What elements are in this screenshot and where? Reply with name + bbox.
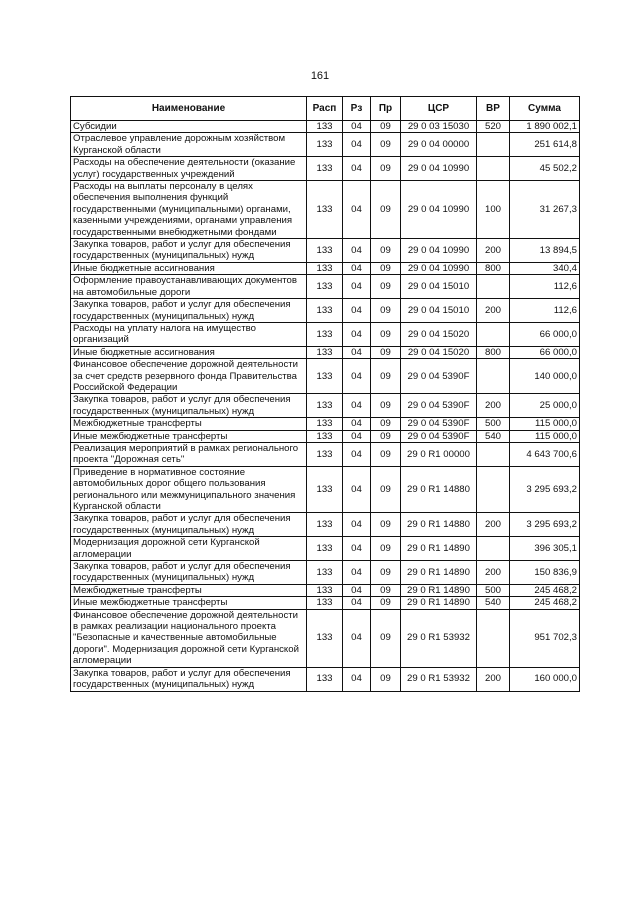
cell-rz: 04 — [343, 513, 371, 537]
cell-rz: 04 — [343, 466, 371, 513]
cell-rasp: 133 — [307, 121, 343, 133]
cell-name: Расходы на обеспечение деятельности (оказание услуг) государственных учреждений — [71, 157, 307, 181]
cell-sum: 66 000,0 — [510, 346, 580, 358]
cell-pr: 09 — [371, 322, 401, 346]
cell-sum: 340,4 — [510, 262, 580, 274]
cell-rasp: 133 — [307, 359, 343, 394]
table-row — [71, 442, 580, 466]
cell-pr: 09 — [371, 667, 401, 691]
header-pr: Пр — [371, 97, 401, 121]
cell-csr: 29 0 04 10990 — [401, 157, 477, 181]
cell-rasp: 133 — [307, 597, 343, 609]
cell-rz: 04 — [343, 667, 371, 691]
table-row — [71, 466, 580, 513]
table-body — [71, 121, 580, 692]
cell-vr: 200 — [477, 561, 510, 585]
header-name: Наименование — [71, 97, 307, 121]
cell-name: Финансовое обеспечение дорожной деятельности в рамках реализации национального проекта "Безопасные и качественные автомобильные дороги". Модернизация дорожной сети Курганской агломерации — [71, 609, 307, 667]
cell-sum: 45 502,2 — [510, 157, 580, 181]
cell-pr: 09 — [371, 537, 401, 561]
cell-rz: 04 — [343, 430, 371, 442]
cell-rz: 04 — [343, 181, 371, 239]
cell-name: Межбюджетные трансферты — [71, 584, 307, 596]
table-row — [71, 394, 580, 418]
cell-csr: 29 0 04 5390F — [401, 359, 477, 394]
table-row — [71, 667, 580, 691]
cell-name: Межбюджетные трансферты — [71, 418, 307, 430]
cell-vr: 200 — [477, 394, 510, 418]
cell-name: Закупка товаров, работ и услуг для обеспечения государственных (муниципальных) нужд — [71, 239, 307, 263]
cell-vr: 800 — [477, 346, 510, 358]
cell-rasp: 133 — [307, 667, 343, 691]
cell-pr: 09 — [371, 275, 401, 299]
cell-pr: 09 — [371, 157, 401, 181]
table-row — [71, 181, 580, 239]
cell-pr: 09 — [371, 609, 401, 667]
table-row — [71, 537, 580, 561]
cell-name: Иные межбюджетные трансферты — [71, 430, 307, 442]
cell-csr: 29 0 04 00000 — [401, 133, 477, 157]
cell-sum: 140 000,0 — [510, 359, 580, 394]
cell-rz: 04 — [343, 299, 371, 323]
cell-rz: 04 — [343, 394, 371, 418]
cell-sum: 3 295 693,2 — [510, 513, 580, 537]
cell-csr: 29 0 04 10990 — [401, 239, 477, 263]
cell-sum: 245 468,2 — [510, 597, 580, 609]
header-rasp: Расп — [307, 97, 343, 121]
cell-rz: 04 — [343, 157, 371, 181]
cell-pr: 09 — [371, 584, 401, 596]
cell-csr: 29 0 04 5390F — [401, 430, 477, 442]
cell-name: Приведение в нормативное состояние автомобильных дорог общего пользования регионального или межмуниципального значения Курганской области — [71, 466, 307, 513]
cell-rz: 04 — [343, 442, 371, 466]
cell-name: Отраслевое управление дорожным хозяйством Курганской области — [71, 133, 307, 157]
cell-pr: 09 — [371, 513, 401, 537]
cell-csr: 29 0 04 15020 — [401, 322, 477, 346]
table-row — [71, 121, 580, 133]
cell-vr — [477, 275, 510, 299]
cell-vr: 100 — [477, 181, 510, 239]
cell-csr: 29 0 R1 14880 — [401, 513, 477, 537]
table-row — [71, 133, 580, 157]
cell-pr: 09 — [371, 442, 401, 466]
table-row — [71, 584, 580, 596]
table-row — [71, 418, 580, 430]
cell-name: Закупка товаров, работ и услуг для обеспечения государственных (муниципальных) нужд — [71, 667, 307, 691]
cell-sum: 115 000,0 — [510, 418, 580, 430]
cell-pr: 09 — [371, 346, 401, 358]
table-row — [71, 346, 580, 358]
cell-rz: 04 — [343, 418, 371, 430]
cell-vr: 800 — [477, 262, 510, 274]
cell-rasp: 133 — [307, 513, 343, 537]
cell-name: Закупка товаров, работ и услуг для обеспечения государственных (муниципальных) нужд — [71, 513, 307, 537]
cell-sum: 1 890 002,1 — [510, 121, 580, 133]
cell-csr: 29 0 R1 14890 — [401, 597, 477, 609]
cell-rz: 04 — [343, 239, 371, 263]
cell-vr — [477, 133, 510, 157]
cell-name: Модернизация дорожной сети Курганской агломерации — [71, 537, 307, 561]
cell-sum: 396 305,1 — [510, 537, 580, 561]
cell-rasp: 133 — [307, 430, 343, 442]
cell-vr: 520 — [477, 121, 510, 133]
cell-rasp: 133 — [307, 322, 343, 346]
cell-csr: 29 0 R1 00000 — [401, 442, 477, 466]
cell-vr — [477, 466, 510, 513]
cell-rasp: 133 — [307, 537, 343, 561]
cell-csr: 29 0 04 15010 — [401, 275, 477, 299]
cell-pr: 09 — [371, 299, 401, 323]
budget-table — [70, 96, 580, 692]
cell-csr: 29 0 R1 53932 — [401, 609, 477, 667]
cell-rasp: 133 — [307, 275, 343, 299]
cell-vr: 200 — [477, 667, 510, 691]
table-row — [71, 597, 580, 609]
cell-rz: 04 — [343, 322, 371, 346]
page-number: 161 — [310, 70, 330, 82]
cell-vr — [477, 322, 510, 346]
cell-csr: 29 0 R1 14880 — [401, 466, 477, 513]
cell-rasp: 133 — [307, 262, 343, 274]
cell-csr: 29 0 04 5390F — [401, 394, 477, 418]
cell-vr: 200 — [477, 239, 510, 263]
cell-vr — [477, 157, 510, 181]
cell-sum: 25 000,0 — [510, 394, 580, 418]
table-row — [71, 609, 580, 667]
header-sum: Сумма — [510, 97, 580, 121]
header-vr: ВР — [477, 97, 510, 121]
cell-rasp: 133 — [307, 181, 343, 239]
cell-pr: 09 — [371, 181, 401, 239]
cell-sum: 112,6 — [510, 275, 580, 299]
cell-sum: 115 000,0 — [510, 430, 580, 442]
cell-name: Расходы на уплату налога на имущество организаций — [71, 322, 307, 346]
cell-sum: 251 614,8 — [510, 133, 580, 157]
cell-rz: 04 — [343, 584, 371, 596]
table-row — [71, 299, 580, 323]
cell-rasp: 133 — [307, 394, 343, 418]
cell-rasp: 133 — [307, 418, 343, 430]
cell-rz: 04 — [343, 121, 371, 133]
cell-rz: 04 — [343, 597, 371, 609]
table-row — [71, 322, 580, 346]
cell-pr: 09 — [371, 597, 401, 609]
cell-pr: 09 — [371, 394, 401, 418]
table-row — [71, 239, 580, 263]
cell-vr: 540 — [477, 430, 510, 442]
cell-rasp: 133 — [307, 442, 343, 466]
cell-pr: 09 — [371, 121, 401, 133]
cell-vr: 500 — [477, 418, 510, 430]
header-csr: ЦСР — [401, 97, 477, 121]
cell-sum: 13 894,5 — [510, 239, 580, 263]
cell-sum: 245 468,2 — [510, 584, 580, 596]
cell-pr: 09 — [371, 561, 401, 585]
cell-csr: 29 0 04 15020 — [401, 346, 477, 358]
cell-rz: 04 — [343, 133, 371, 157]
cell-pr: 09 — [371, 133, 401, 157]
cell-rasp: 133 — [307, 239, 343, 263]
table-row — [71, 275, 580, 299]
cell-rasp: 133 — [307, 561, 343, 585]
cell-pr: 09 — [371, 466, 401, 513]
cell-pr: 09 — [371, 418, 401, 430]
cell-csr: 29 0 R1 14890 — [401, 537, 477, 561]
cell-vr — [477, 537, 510, 561]
cell-vr: 200 — [477, 513, 510, 537]
cell-rasp: 133 — [307, 299, 343, 323]
cell-sum: 160 000,0 — [510, 667, 580, 691]
cell-rz: 04 — [343, 537, 371, 561]
cell-rasp: 133 — [307, 157, 343, 181]
cell-rz: 04 — [343, 346, 371, 358]
cell-rz: 04 — [343, 359, 371, 394]
cell-pr: 09 — [371, 359, 401, 394]
cell-pr: 09 — [371, 239, 401, 263]
cell-csr: 29 0 04 10990 — [401, 181, 477, 239]
cell-rasp: 133 — [307, 133, 343, 157]
cell-sum: 3 295 693,2 — [510, 466, 580, 513]
cell-sum: 66 000,0 — [510, 322, 580, 346]
cell-name: Закупка товаров, работ и услуг для обеспечения государственных (муниципальных) нужд — [71, 561, 307, 585]
table-row — [71, 561, 580, 585]
cell-csr: 29 0 R1 14890 — [401, 584, 477, 596]
cell-csr: 29 0 04 5390F — [401, 418, 477, 430]
cell-name: Закупка товаров, работ и услуг для обеспечения государственных (муниципальных) нужд — [71, 299, 307, 323]
cell-pr: 09 — [371, 262, 401, 274]
cell-pr: 09 — [371, 430, 401, 442]
header-rz: Рз — [343, 97, 371, 121]
cell-name: Финансовое обеспечение дорожной деятельности за счет средств резервного фонда Правительства Российской Федерации — [71, 359, 307, 394]
cell-vr — [477, 609, 510, 667]
cell-name: Оформление правоустанавливающих документов на автомобильные дороги — [71, 275, 307, 299]
cell-rasp: 133 — [307, 609, 343, 667]
cell-rz: 04 — [343, 609, 371, 667]
table-row — [71, 513, 580, 537]
cell-name: Закупка товаров, работ и услуг для обеспечения государственных (муниципальных) нужд — [71, 394, 307, 418]
cell-vr — [477, 359, 510, 394]
cell-name: Расходы на выплаты персоналу в целях обеспечения выполнения функций государственными (муниципальными) органами, казенными учреждениями, органами управления государственными внебюджетными фондами — [71, 181, 307, 239]
cell-rz: 04 — [343, 561, 371, 585]
cell-csr: 29 0 03 15030 — [401, 121, 477, 133]
cell-rz: 04 — [343, 262, 371, 274]
cell-name: Реализация мероприятий в рамках регионального проекта "Дорожная сеть" — [71, 442, 307, 466]
cell-csr: 29 0 R1 53932 — [401, 667, 477, 691]
cell-rasp: 133 — [307, 584, 343, 596]
table-row — [71, 262, 580, 274]
cell-vr: 200 — [477, 299, 510, 323]
cell-name: Иные бюджетные ассигнования — [71, 262, 307, 274]
cell-rasp: 133 — [307, 466, 343, 513]
cell-sum: 150 836,9 — [510, 561, 580, 585]
cell-sum: 31 267,3 — [510, 181, 580, 239]
cell-name: Субсидии — [71, 121, 307, 133]
cell-csr: 29 0 R1 14890 — [401, 561, 477, 585]
cell-csr: 29 0 04 15010 — [401, 299, 477, 323]
cell-sum: 951 702,3 — [510, 609, 580, 667]
cell-name: Иные межбюджетные трансферты — [71, 597, 307, 609]
cell-vr: 500 — [477, 584, 510, 596]
cell-sum: 4 643 700,6 — [510, 442, 580, 466]
table-row — [71, 430, 580, 442]
cell-rasp: 133 — [307, 346, 343, 358]
table-row — [71, 359, 580, 394]
cell-name: Иные бюджетные ассигнования — [71, 346, 307, 358]
cell-vr: 540 — [477, 597, 510, 609]
table-row — [71, 157, 580, 181]
cell-csr: 29 0 04 10990 — [401, 262, 477, 274]
table-header-row — [71, 97, 580, 121]
cell-rz: 04 — [343, 275, 371, 299]
cell-sum: 112,6 — [510, 299, 580, 323]
cell-vr — [477, 442, 510, 466]
